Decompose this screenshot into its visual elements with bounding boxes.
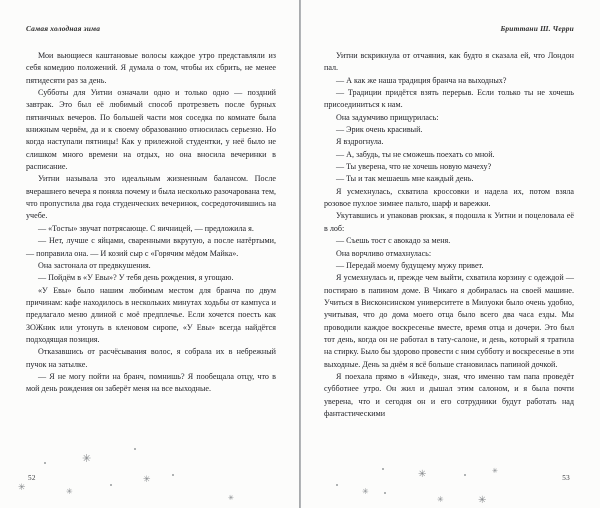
snow-dot-icon: [464, 474, 466, 476]
paragraph: Отказавшись от расчёсывания волос, я собрала их в небрежный пучок на затылке.: [26, 347, 276, 369]
snowflake-icon: ✳: [228, 494, 234, 502]
snow-dot-icon: [110, 484, 112, 486]
snow-dot-icon: [172, 474, 174, 476]
paragraph: — Ты и так мешаешь мне каждый день.: [336, 174, 474, 184]
right-page: [300, 0, 600, 508]
snow-dot-icon: [382, 468, 384, 470]
running-head-left: Самая холодная зима: [26, 24, 101, 33]
book-gutter: [299, 0, 301, 508]
snowflake-icon: ✳: [362, 487, 369, 496]
paragraph: Уитни вскрикнула от отчаяния, как будто я сказала ей, что Лондон пал.: [324, 51, 574, 73]
paragraph: — Съешь тост с авокадо за меня.: [336, 236, 451, 246]
snowflake-icon: ✳: [437, 495, 444, 504]
paragraph: — А, забудь, ты не сможешь поехать со мной.: [336, 149, 495, 159]
paragraph: Она застонала от предвкушения.: [38, 260, 151, 270]
paragraph: Я вздрогнула.: [336, 137, 384, 147]
left-page-body: [26, 50, 276, 396]
paragraph: — Передай моему будущему мужу привет.: [336, 260, 484, 270]
snowflake-icon: ✳: [492, 467, 498, 475]
snowflake-icon: ✳: [82, 453, 92, 465]
snow-dot-icon: [336, 484, 338, 486]
snowflake-icon: ✳: [66, 487, 73, 496]
snow-dot-icon: [134, 448, 136, 450]
paragraph: Я усмехнулась, схватила кроссовки и надела их, потом взяла розовое пухлое зимнее пальто, шарф и варежки.: [324, 186, 574, 209]
snow-dot-icon: [44, 462, 46, 464]
paragraph: Субботы для Уитни означали одно и только одно — поздний завтрак. Это был её любимый способ протрезветь после бурных пятничных вечеров. По большей части моя соседка по комнате была книжным червём, да и к своему образованию относилась серьезно. Но когда наступали пятницы! Как у прилежной студентки, у неё было не слишком много времени на отдых, но она вносила вечеринки в расписание.: [26, 88, 276, 172]
paragraph: Она задумчиво прищурилась:: [336, 112, 439, 122]
paragraph: — Традиции придётся взять перерыв. Если только ты не хочешь присоединиться к нам.: [324, 88, 574, 110]
paragraph: Я поехала прямо в «Инкед», зная, что именно там папа проведёт субботнее утро. Он жил и дышал этим салоном, и я была почти уверена, что и сегодня он и его сотрудники будут работать над фантастическими: [324, 371, 574, 418]
paragraph: «У Евы» было нашим любимым местом для бранча по двум причинам: кафе находилось в нескольких минутах ходьбы от кампуса и предлагало меню длиной с моё предплечье. Если хочется поесть как ЗОЖник или утонуть в кленовом сиропе, «У Евы» всегда найдётся подходящая позиция.: [26, 285, 276, 344]
paragraph: — Ты уверена, что не хочешь новую мачеху?: [336, 162, 492, 172]
snowflake-icon: ✳: [143, 474, 151, 484]
right-page-body: [324, 50, 574, 420]
paragraph: Я усмехнулась и, прежде чем выйти, схватила корзину с одеждой — постираю в папином доме. В Чикаго я добиралась на своей машине. Учиться в Висконсинском университете в Милуоки было очень удобно, учитывая, что до дома моего отца было всего два часа езды. Мы проводили каждое воскресенье вместе, время отца и дочери. Это был тот день, когда он не работал в тату-салоне, и день, который я тратила на стирку. Было бы здорово провести с ним субботу и воскресенье в эти выходные. День за днём я всё больше становилась папиной дочкой.: [324, 273, 574, 369]
running-head-right: Бриттани Ш. Черри: [500, 24, 574, 33]
paragraph: — Эрик очень красивый.: [336, 125, 423, 135]
paragraph: — Я не могу пойти на бранч, помнишь? Я пообещала отцу, что в мой день рождения он заберёт меня на все выходные.: [26, 371, 276, 394]
paragraph: Она ворчливо отмахнулась:: [336, 248, 432, 258]
page-number-left: 52: [28, 474, 36, 482]
snowflake-ornaments-right: [300, 438, 600, 508]
snowflake-icon: ✳: [418, 469, 427, 480]
paragraph: — Пойдём в «У Евы»? У тебя день рождения, я угощаю.: [38, 273, 234, 283]
paragraph: Мои вьющиеся каштановые волосы каждое утро представляли из себя комедию положений. Я думала о том, чтобы их сбрить, не менее пятидесяти раз за день.: [26, 51, 276, 85]
snow-dot-icon: [384, 492, 386, 494]
snowflake-icon: ✳: [478, 495, 487, 506]
snowflake-icon: ✳: [18, 482, 26, 492]
paragraph: Уитни называла это идеальным жизненным балансом. После вчерашнего вечера я поняла почему и была несколько разочарована тем, что пропустила два года студенческих вечеринок, сосредоточившись на учебе.: [26, 174, 276, 221]
paragraph: — А как же наша традиция бранча на выходных?: [336, 75, 507, 85]
page-number-right: 53: [562, 474, 570, 482]
paragraph: — Нет, лучше с яйцами, сваренными вкрутую, а после натёртыми, — поправила она. — И козий сыр с «Горячим мёдом Майка».: [26, 236, 276, 258]
paragraph: Укутавшись и упаковав рюкзак, я подошла к Уитни и поцеловала её в лоб:: [324, 211, 574, 233]
snowflake-ornaments-left: [0, 438, 300, 508]
paragraph: — «Тосты» звучат потрясающе. С яичницей, — предложила я.: [38, 223, 254, 233]
